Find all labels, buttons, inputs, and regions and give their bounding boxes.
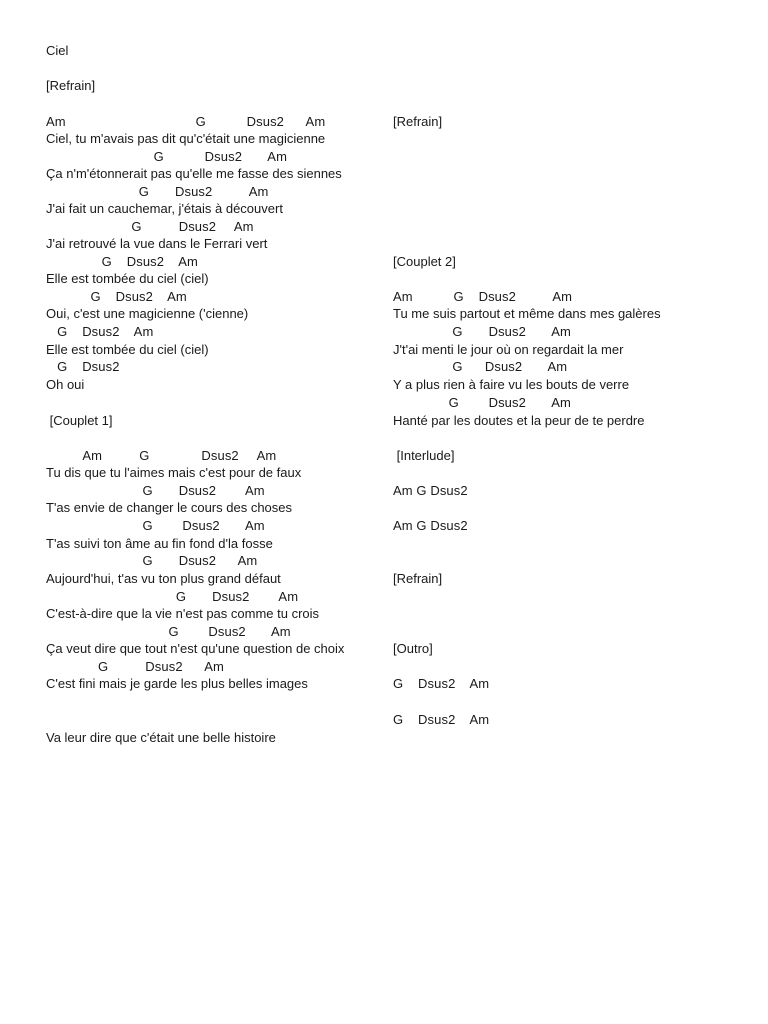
chord-line: G Dsus2 Am [46,219,254,234]
lyric-line: Ciel, tu m'avais pas dit qu'c'était une magicienne [46,131,326,146]
lyric-line: Aujourd'hui, t'as vu ton plus grand défaut [46,571,281,586]
lyric-line: J'ai fait un cauchemar, j'étais à découvert [46,201,283,216]
chord-line: G Dsus2 Am [46,149,287,164]
lyric-line: J'ai retrouvé la vue dans le Ferrari vert [46,236,268,251]
lyric-line: Hanté par les doutes et la peur de te perdre [393,413,645,428]
section-heading-interlude: [Interlude] [393,448,455,463]
closing-line: Va leur dire que c'était une belle histoire [46,730,276,745]
chord-line: G Dsus2 Am [46,289,187,304]
section-heading-couplet-2: [Couplet 2] [393,254,456,269]
lyric-line: Tu me suis partout et même dans mes galères [393,306,661,321]
chord-line: G Dsus2 Am [46,518,265,533]
lyric-line: Elle est tombée du ciel (ciel) [46,342,209,357]
chord-line: G Dsus2 Am [393,676,490,691]
chord-line: G Dsus2 Am [46,553,258,568]
chord-line: G Dsus2 Am [393,395,571,410]
lyric-line: T'as suivi ton âme au fin fond d'la fosse [46,536,273,551]
lyric-line: Elle est tombée du ciel (ciel) [46,271,209,286]
lyric-line: C'est-à-dire que la vie n'est pas comme tu crois [46,606,320,621]
chord-line: G Dsus2 Am [46,184,269,199]
lyric-line: Tu dis que tu l'aimes mais c'est pour de faux [46,465,302,480]
chord-line: Am G Dsus2 Am [393,289,573,304]
song-title: Ciel [46,43,69,58]
section-heading-refrain-return: [Refrain] [393,571,443,586]
lyric-line: T'as envie de changer le cours des choses [46,500,293,515]
chord-line: G Dsus2 Am [46,324,154,339]
chord-line: G Dsus2 Am [46,483,265,498]
chord-line: G Dsus2 [46,359,120,374]
lyric-line: C'est fini mais je garde les plus belles images [46,676,308,691]
section-heading-refrain-repeat: [Refrain] [393,114,443,129]
lyric-line: J't'ai menti le jour où on regardait la mer [393,342,624,357]
chord-line: G Dsus2 Am [46,624,291,639]
chord-line: Am G Dsus2 [393,483,468,498]
chord-line: Am G Dsus2 Am [46,114,326,129]
lyric-line: Y a plus rien à faire vu les bouts de verre [393,377,630,392]
chord-line: G Dsus2 Am [393,324,571,339]
lyric-line: Oui, c'est une magicienne ('cienne) [46,306,249,321]
chord-line: G Dsus2 Am [46,254,198,269]
lyric-line: Ça n'm'étonnerait pas qu'elle me fasse des siennes [46,166,342,181]
chord-line: Am G Dsus2 [393,518,468,533]
chord-line: G Dsus2 Am [46,589,299,604]
section-heading-outro: [Outro] [393,641,433,656]
chord-line: G Dsus2 Am [46,659,224,674]
lyric-line: Ça veut dire que tout n'est qu'une question de choix [46,641,345,656]
chord-line: G Dsus2 Am [393,359,568,374]
chord-line: G Dsus2 Am [393,712,490,727]
section-heading-refrain: [Refrain] [46,78,96,93]
section-heading-couplet-1: [Couplet 1] [46,413,113,428]
chord-line: Am G Dsus2 Am [46,448,277,463]
lyric-line: Oh oui [46,377,85,392]
